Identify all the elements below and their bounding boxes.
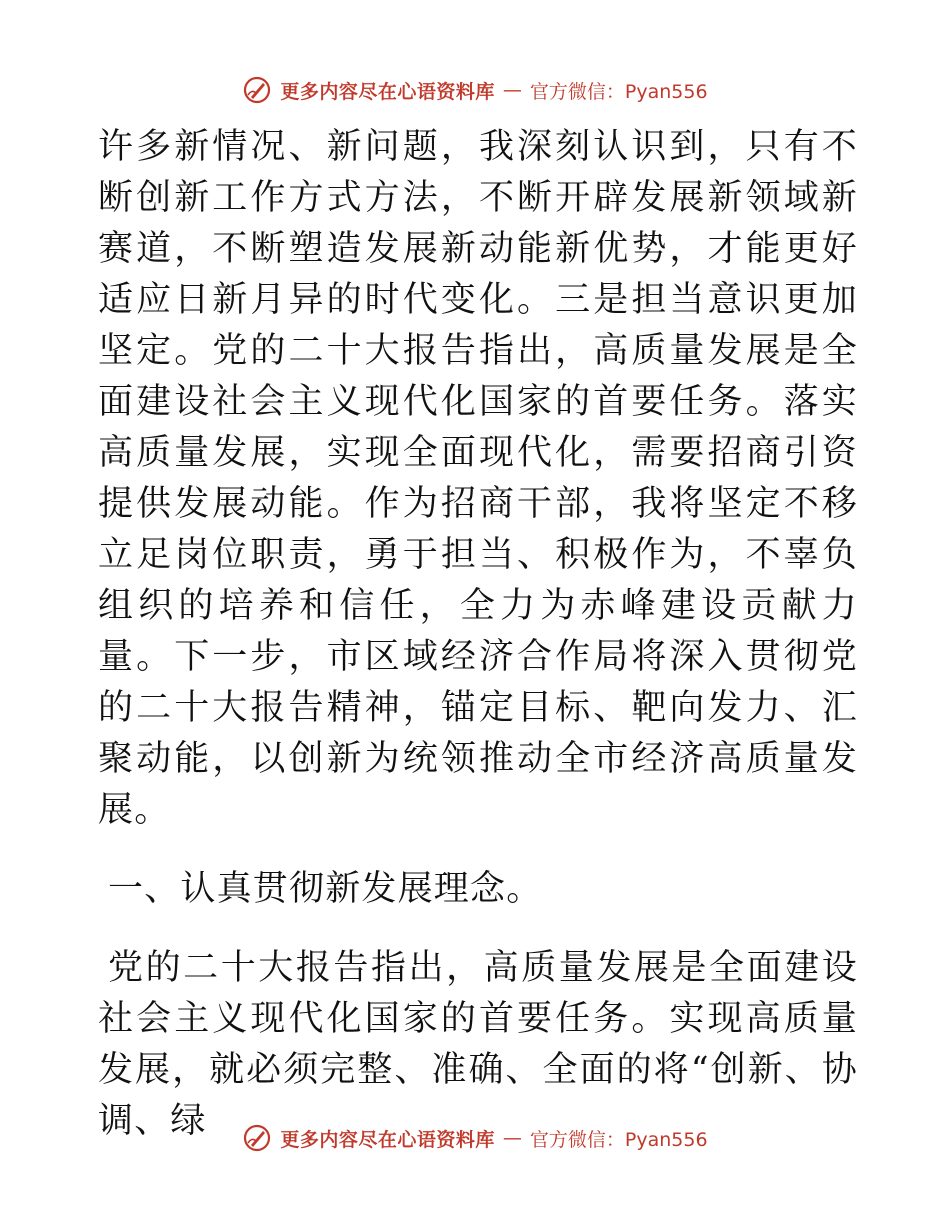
header-brand-text: 更多内容尽在心语资料库	[280, 80, 495, 103]
header-banner	[0, 70, 950, 110]
quill-pen-logo-icon	[242, 1123, 272, 1153]
section-heading: 一、认真贯彻新发展理念。	[108, 869, 543, 909]
body-paragraph-1: 许多新情况、新问题，我深刻认识到，只有不断创新工作方式方法，不断开辟发展新领域新赛道，不断塑造发展新动能新优势，才能更好适应日新月异的时代变化。三是担当意识更加坚定。党的二十大报告指出，高质量发展是全面建设社会主义现代化国家的首要任务。落实高质量发展，实现全面现代化，需要招商引资提供发展动能。作为招商干部，我将坚定不移立足岗位职责，勇于担当、积极作为，不辜负组织的培养和信任，全力为赤峰建设贡献力量。下一步，市区域经济合作局将深入贯彻党的二十大报告精神，锚定目标、靶向发力、汇聚动能，以创新为统领推动全市经济高质量发展。	[98, 127, 858, 830]
footer-wechat-text: 官方微信：Pyan556	[529, 1128, 708, 1151]
footer-banner	[0, 1118, 950, 1158]
quill-pen-logo-icon	[242, 75, 272, 105]
header-separator: —	[502, 79, 522, 101]
header-wechat-text: 官方微信：Pyan556	[529, 80, 708, 103]
footer-separator: —	[502, 1127, 522, 1149]
footer-brand-text: 更多内容尽在心语资料库	[280, 1128, 495, 1151]
body-paragraph-2: 党的二十大报告指出，高质量发展是全面建设社会主义现代化国家的首要任务。实现高质量发展，就必须完整、准确、全面的将“创新、协调、绿	[98, 948, 858, 1141]
document-body	[98, 122, 858, 1147]
